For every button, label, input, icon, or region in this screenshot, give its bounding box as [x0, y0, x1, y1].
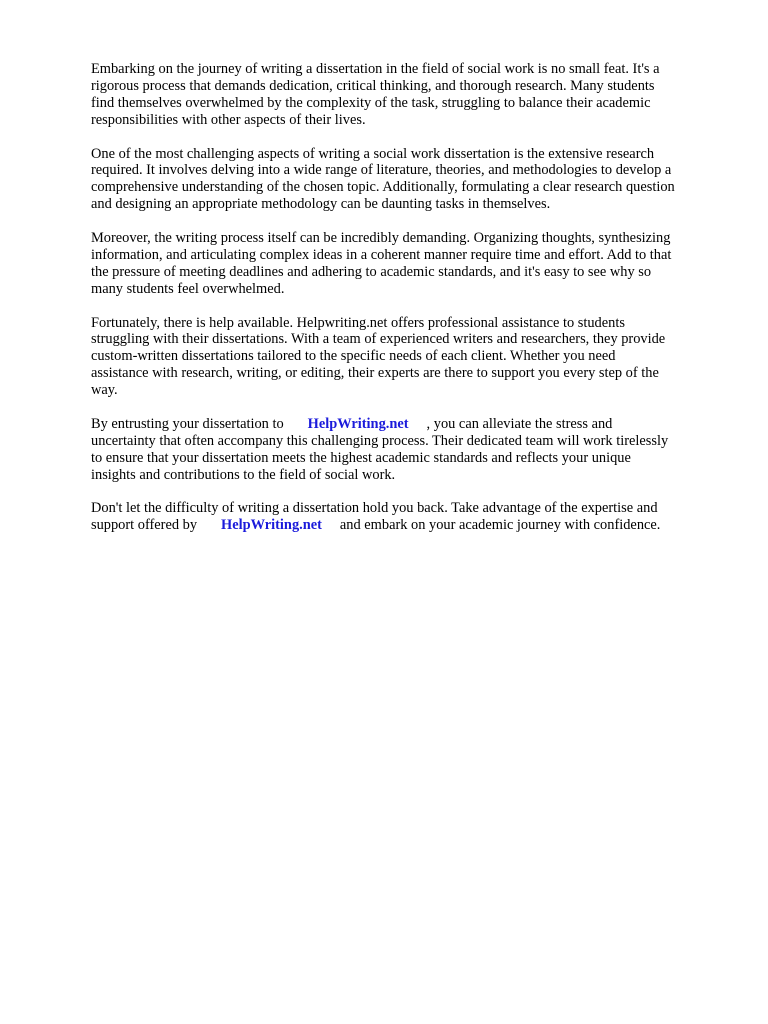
paragraph-entrusting — [91, 416, 731, 484]
helpwriting-link[interactable]: HelpWriting.net — [221, 517, 322, 534]
paragraph-closing — [91, 500, 731, 534]
paragraph-intro: Embarking on the journey of writing a dissertation in the field of social work is no small feat. It's a rigorous process that demands dedication, critical thinking, and thorough research. Many students find themselves overwhelmed by the complexity of the task, struggling to balance their academic responsibilities with other aspects of their lives. — [91, 61, 660, 128]
paragraph-help-available: Fortunately, there is help available. Helpwriting.net offers professional assistance to students struggling with their dissertations. With a team of experienced writers and researchers, they provide custom-written dissertations tailored to the specific needs of each client. Whether you need assistance with research, writing, or editing, their experts are there to support you every step of the way. — [91, 314, 666, 399]
entrusting-text-before: By entrusting your dissertation to — [91, 415, 284, 432]
closing-text-before: Don't let the difficulty of writing a dissertation hold you back. Take advantage of the expertise and support offered by — [91, 500, 658, 534]
paragraph-writing-process: Moreover, the writing process itself can be incredibly demanding. Organizing thoughts, synthesizing information, and articulating complex ideas in a coherent manner require time and effort. Add to that the pressure of meeting deadlines and adhering to academic standards, and it's easy to see why so many students feel overwhelmed. — [91, 230, 672, 297]
paragraph-research-challenges: One of the most challenging aspects of writing a social work dissertation is the extensive research required. It involves delving into a wide range of literature, theories, and methodologies to develop a comprehensive understanding of the chosen topic. Additionally, formulating a clear research question and designing an appropriate methodology can be daunting tasks in themselves. — [91, 145, 675, 213]
helpwriting-link[interactable]: HelpWriting.net — [307, 415, 409, 432]
closing-text-after: and embark on your academic journey with confidence. — [339, 517, 661, 534]
entrusting-text-after: , you can alleviate the stress and uncertainty that often accompany this challenging process. Their dedicated team will work tirelessly to ensure that your dissertation meets the highest academic standards and reflects your unique insights and contributions to the field of social work. — [91, 415, 669, 483]
document-page — [91, 61, 731, 551]
